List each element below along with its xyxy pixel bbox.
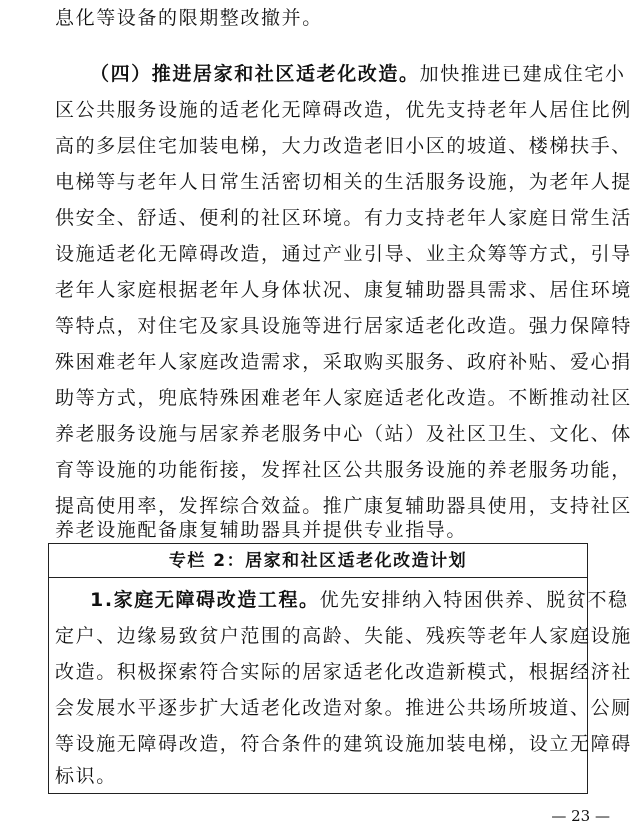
section-line: 提高使用率，发挥综合效益。推广康复辅助器具使用，支持社区 bbox=[55, 495, 632, 517]
section-line: 供安全、舒适、便利的社区环境。有力支持老年人家庭日常生活 bbox=[55, 207, 632, 229]
box-title: 专栏 2：居家和社区适老化改造计划 bbox=[168, 551, 468, 571]
paragraph-tail-line bbox=[55, 6, 583, 30]
section-line-row bbox=[55, 134, 632, 158]
box-item-row bbox=[55, 764, 583, 788]
box-item-line: 改造。积极探索符合实际的居家适老化改造新模式，根据经济社 bbox=[55, 661, 632, 683]
box-item-line: 优先安排纳入特困供养、脱贫不稳 bbox=[319, 589, 629, 611]
section-line: 等特点，对住宅及家具设施等进行居家适老化改造。强力保障特 bbox=[55, 315, 632, 337]
box-item-heading: 1.家庭无障碍改造工程。 bbox=[90, 589, 320, 611]
section-line: 电梯等与老年人日常生活密切相关的生活服务设施，为老年人提 bbox=[55, 171, 632, 193]
section-first-line bbox=[90, 62, 626, 86]
box-divider bbox=[49, 577, 587, 578]
box-item-row bbox=[55, 696, 632, 720]
section-heading: （四）推进居家和社区适老化改造。 bbox=[90, 63, 420, 85]
section-line-row bbox=[55, 170, 632, 194]
section-line: 区公共服务设施的适老化无障碍改造，优先支持老年人居住比例 bbox=[55, 99, 632, 121]
box-item-line: 标识。 bbox=[55, 765, 117, 787]
section-line: 高的多层住宅加装电梯，大力改造老旧小区的坡道、楼梯扶手、 bbox=[55, 135, 632, 157]
box-item-row bbox=[55, 732, 632, 756]
section-line-row bbox=[55, 278, 632, 302]
box-item-row bbox=[55, 660, 632, 684]
section-line-row bbox=[55, 350, 632, 374]
section-line-row bbox=[55, 422, 632, 446]
box-first-line bbox=[90, 588, 629, 612]
section-line-row bbox=[55, 98, 632, 122]
section-line-row bbox=[55, 206, 632, 230]
section-line: 设施适老化无障碍改造，通过产业引导、业主众筹等方式，引导 bbox=[55, 243, 632, 265]
page-number: — 23 — bbox=[551, 807, 610, 825]
section-line-row bbox=[55, 458, 632, 482]
box-item-line: 定户、边缘易致贫户范围的高龄、失能、残疾等老年人家庭设施 bbox=[55, 625, 632, 647]
section-line: 加快推进已建成住宅小 bbox=[419, 63, 626, 85]
section-line-row bbox=[55, 494, 632, 518]
section-line: 养老设施配备康复辅助器具并提供专业指导。 bbox=[55, 519, 468, 541]
box-item-line: 会发展水平逐步扩大适老化改造对象。推进公共场所坡道、公厕 bbox=[55, 697, 632, 719]
box-item-row bbox=[55, 624, 632, 648]
paragraph-tail-text: 息化等设备的限期整改撤并。 bbox=[55, 7, 323, 29]
section-line-row bbox=[55, 242, 632, 266]
section-line-row bbox=[55, 314, 632, 338]
section-line: 育等设施的功能衔接，发挥社区公共服务设施的养老服务功能， bbox=[55, 459, 632, 481]
section-line: 养老服务设施与居家养老服务中心（站）及社区卫生、文化、体 bbox=[55, 423, 632, 445]
section-line-row bbox=[55, 386, 632, 410]
section-line: 老年人家庭根据老年人身体状况、康复辅助器具需求、居住环境 bbox=[55, 279, 632, 301]
section-line: 助等方式，兜底特殊困难老年人家庭适老化改造。不断推动社区 bbox=[55, 387, 632, 409]
section-line-row bbox=[55, 518, 583, 542]
section-line: 殊困难老年人家庭改造需求，采取购买服务、政府补贴、爱心捐 bbox=[55, 351, 632, 373]
box-item-line: 等设施无障碍改造，符合条件的建筑设施加装电梯，设立无障碍 bbox=[55, 733, 632, 755]
